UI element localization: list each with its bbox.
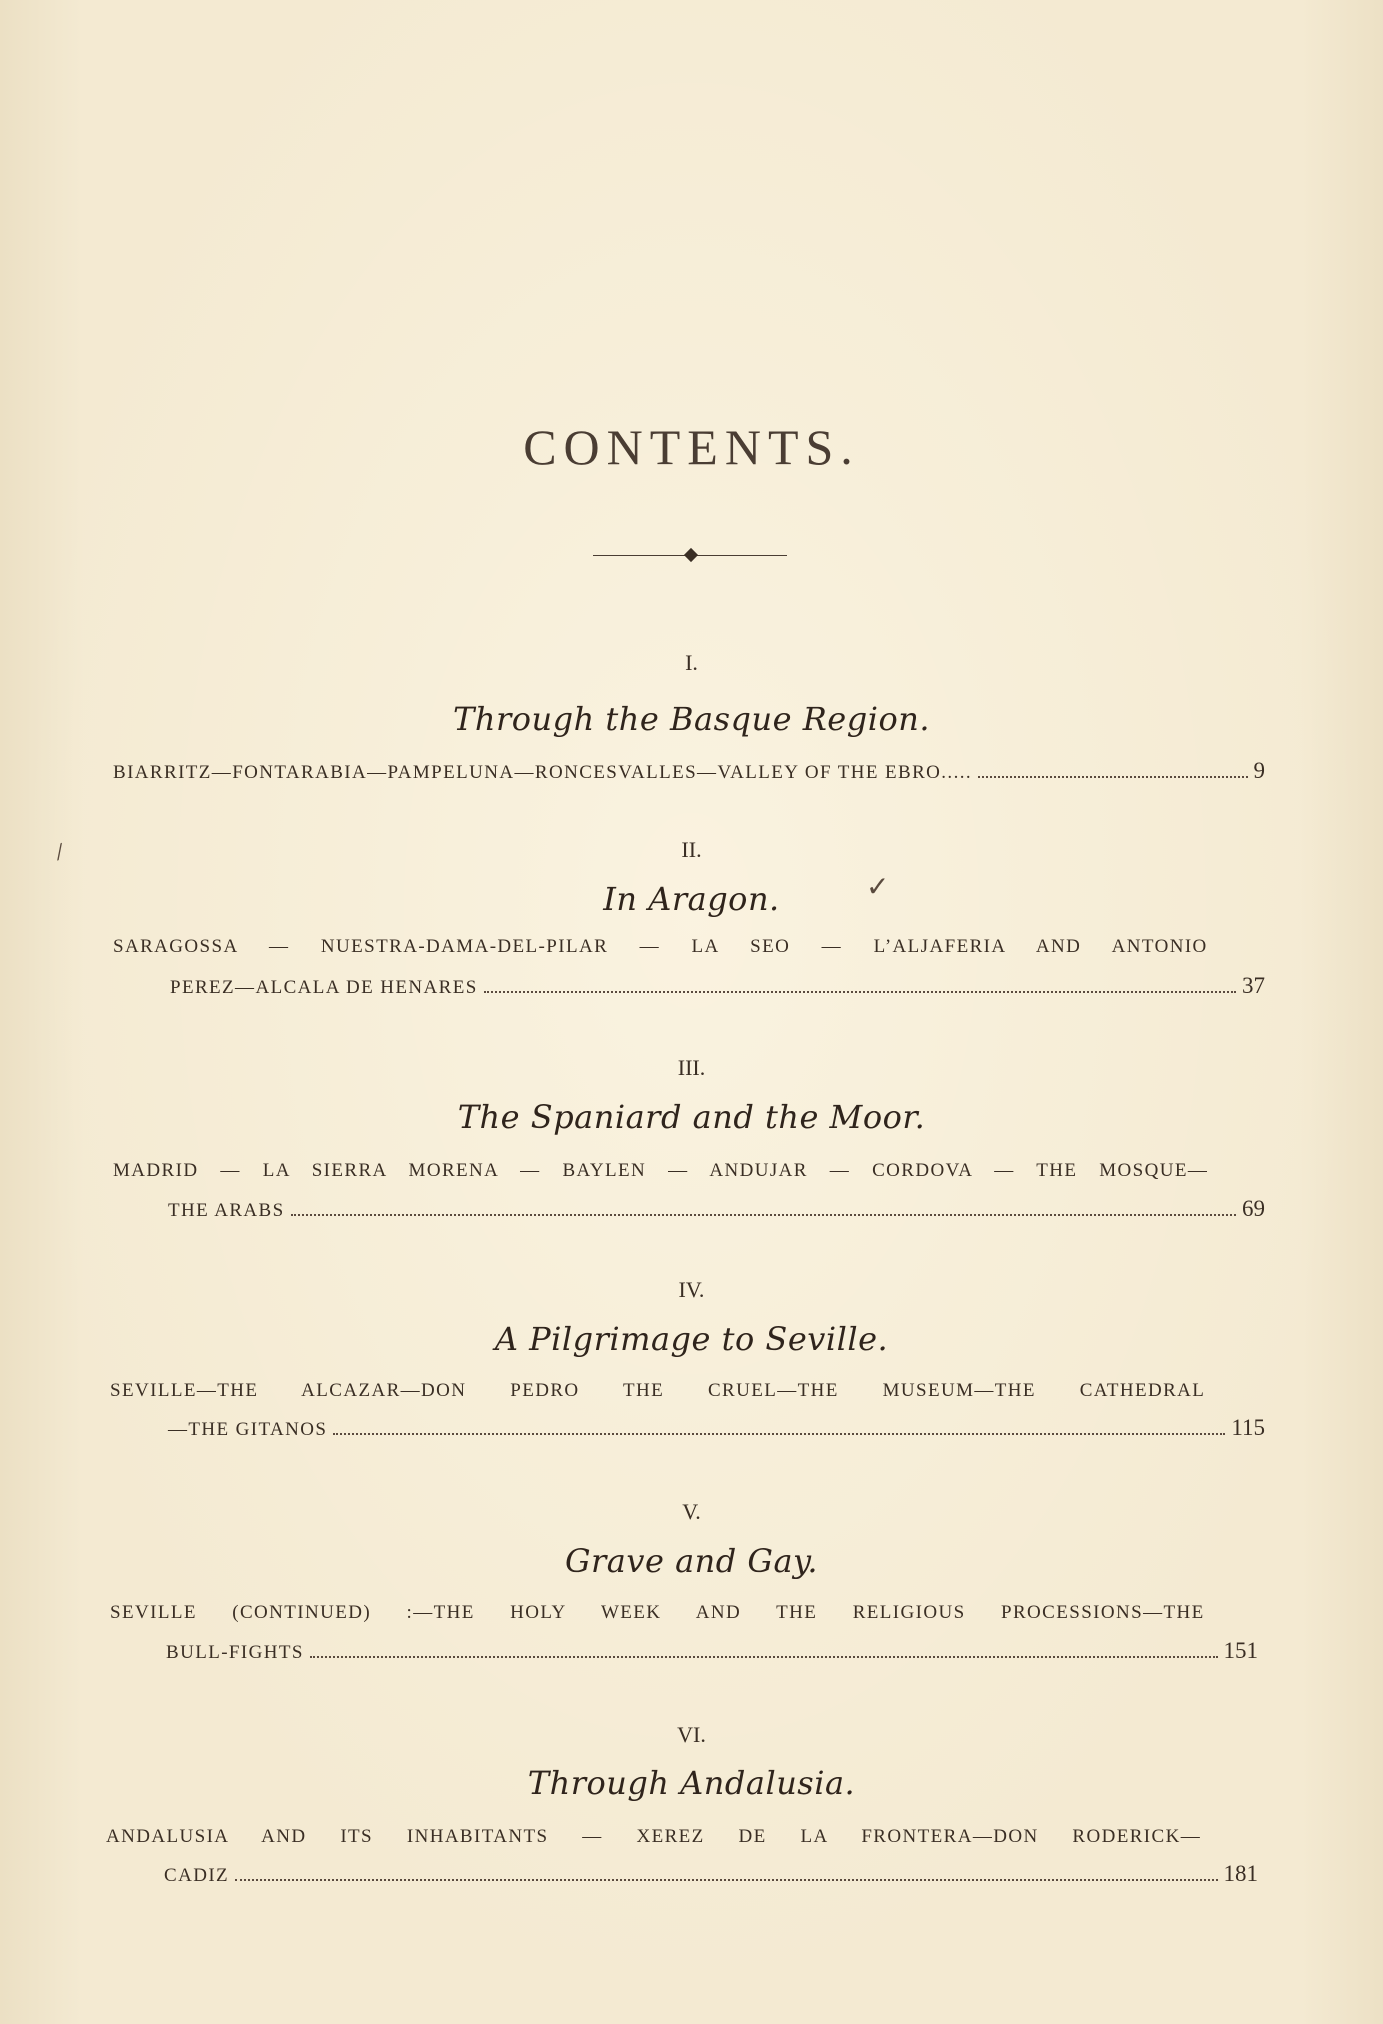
dot-leader	[333, 1433, 1225, 1435]
chapter-description-text: BULL-FIGHTS	[166, 1642, 304, 1663]
chapter-title: Through Andalusia.	[527, 1764, 856, 1802]
chapter-description-line	[166, 1638, 1258, 1664]
chapter-numeral: II.	[681, 837, 702, 862]
chapter-page-number: 37	[1242, 973, 1265, 998]
chapter-page-number: 151	[1223, 1638, 1258, 1663]
divider-diamond-ornament	[684, 548, 698, 562]
chapter-description-line	[168, 1196, 1265, 1222]
chapter-description-line	[113, 758, 1265, 784]
chapter-numeral: I.	[685, 650, 698, 675]
dot-leader	[235, 1879, 1217, 1881]
chapter-numeral: V.	[682, 1499, 701, 1524]
chapter-description-line	[168, 1415, 1265, 1441]
chapter-description-line: SEVILLE (CONTINUED) :—THE HOLY WEEK AND THE RELIGIOUS PROCESSIONS—THE	[110, 1602, 1205, 1623]
pencil-tick-mark: ⁄	[53, 840, 66, 864]
chapter-description-text: THE ARABS	[168, 1200, 285, 1221]
chapter-description-text: PEREZ—ALCALA DE HENARES	[170, 977, 478, 998]
chapter-page-number: 181	[1223, 1861, 1258, 1886]
chapter-title: Grave and Gay.	[564, 1542, 819, 1580]
dot-leader	[978, 776, 1247, 778]
chapter-description-text: BIARRITZ—FONTARABIA—PAMPELUNA—RONCESVALLES—VALLEY OF THE EBRO.....	[113, 762, 973, 783]
pencil-check-mark: ✓	[866, 870, 890, 903]
chapter-title: Through the Basque Region.	[453, 700, 930, 738]
chapter-description-line: SARAGOSSA — NUESTRA-DAMA-DEL-PILAR — LA SEO — L’ALJAFERIA AND ANTONIO	[113, 936, 1208, 957]
dot-leader	[291, 1214, 1236, 1216]
chapter-numeral: VI.	[677, 1722, 706, 1747]
chapter-title: In Aragon.	[603, 880, 780, 918]
chapter-page-number: 9	[1253, 758, 1265, 783]
chapter-page-number: 115	[1231, 1415, 1265, 1440]
chapter-description-line: MADRID — LA SIERRA MORENA — BAYLEN — ANDUJAR — CORDOVA — THE MOSQUE—	[113, 1160, 1209, 1181]
chapter-title: The Spaniard and the Moor.	[457, 1098, 926, 1136]
dot-leader	[310, 1656, 1218, 1658]
chapter-page-number: 69	[1242, 1196, 1265, 1221]
chapter-title: A Pilgrimage to Seville.	[494, 1320, 889, 1358]
page-title: CONTENTS.	[523, 419, 860, 475]
chapter-description-text: CADIZ	[164, 1865, 230, 1886]
chapter-description-line: ANDALUSIA AND ITS INHABITANTS — XEREZ DE LA FRONTERA—DON RODERICK—	[106, 1826, 1202, 1847]
chapter-description-text: —THE GITANOS	[168, 1419, 328, 1440]
chapter-description-line	[164, 1861, 1258, 1887]
chapter-numeral: IV.	[678, 1277, 705, 1302]
chapter-numeral: III.	[677, 1055, 706, 1080]
chapter-description-line	[170, 973, 1265, 999]
dot-leader	[484, 991, 1236, 993]
chapter-description-line: SEVILLE—THE ALCAZAR—DON PEDRO THE CRUEL—THE MUSEUM—THE CATHEDRAL	[110, 1380, 1206, 1401]
